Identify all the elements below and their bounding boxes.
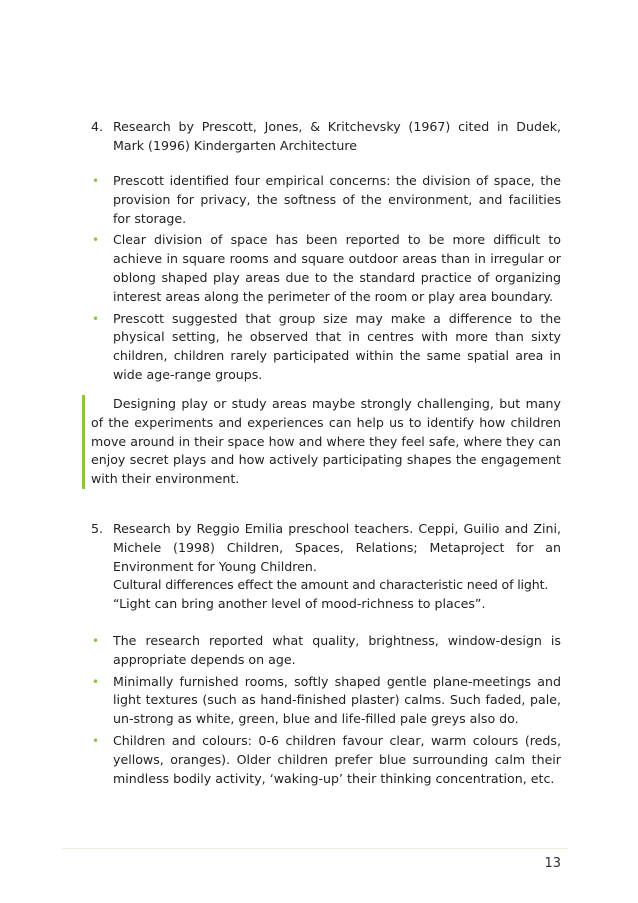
bullet-icon: •: [92, 733, 100, 748]
bullet-text: Children and colours: 0-6 children favour clear, warm colours (reds, yellows, oranges). Older children prefer blue surrounding calm their mindless bodily activity, ‘waking-up’ their thinking concentration, etc.: [113, 732, 561, 786]
section-4-heading: [91, 118, 561, 156]
bullet-text: Prescott suggested that group size may make a difference to the physical setting, he observed that in centres with more than sixty children, children rarely participated within the same spatial area in wide age-range groups.: [113, 310, 561, 382]
page-number: 13: [544, 856, 561, 871]
bullet-icon: •: [92, 174, 100, 188]
bullet-text: Minimally furnished rooms, softly shaped gentle plane-meetings and light textures (such as hand-finished plaster) calms. Such faded, pale, un-strong as white, green, blue and life-filled pale greys also do.: [113, 673, 561, 727]
list-item: [91, 673, 561, 729]
section-4-number: 4.: [91, 119, 104, 134]
section-4-heading-text: Research by Prescott, Jones, & Kritchevsky (1967) cited in Dudek, Mark (1996) Kindergarten Architecture: [113, 119, 561, 153]
bullet-text: Clear division of space has been reported to be more difficult to achieve in square rooms and square outdoor areas than in irregular or oblong shaped play areas due to the standard practice of organizing interest areas along the perimeter of the room or play area boundary.: [113, 232, 561, 304]
section-5-bullet-list: [91, 632, 561, 791]
list-item: [91, 231, 561, 306]
list-item: [91, 310, 561, 385]
highlighted-paragraph: [82, 395, 561, 489]
bullet-text: Prescott identified four empirical concerns: the division of space, the provision for privacy, the softness of the environment, and facilities for storage.: [113, 173, 561, 226]
list-item: [91, 632, 561, 670]
bullet-icon: •: [92, 634, 100, 648]
section-5-number: 5.: [91, 521, 104, 536]
section-5-quote: “Light can bring another level of mood-richness to places”.: [113, 596, 486, 612]
highlighted-paragraph-text: Designing play or study areas maybe strongly challenging, but many of the experiments and experiences can help us to identify how children move around in their space how and where they feel safe, where they can enjoy secret plays and how actively participating shapes the engagement with their environment.: [91, 396, 561, 487]
bullet-icon: •: [92, 233, 100, 248]
bullet-icon: •: [92, 674, 100, 689]
footer-divider: [62, 848, 568, 849]
bullet-icon: •: [92, 311, 100, 326]
section-4-bullet-list: [91, 172, 561, 388]
section-5-heading: [91, 520, 561, 614]
bullet-text: The research reported what quality, brightness, window-design is appropriate depends on age.: [113, 633, 561, 667]
section-5-note: Cultural differences effect the amount and characteristic need of light.: [113, 577, 549, 593]
section-5-heading-text: Research by Reggio Emilia preschool teachers. Ceppi, Guilio and Zini, Michele (1998) Children, Spaces, Relations; Metaproject for an Environment for Young Children.: [113, 521, 561, 574]
list-item: [91, 732, 561, 788]
list-item: [91, 172, 561, 228]
